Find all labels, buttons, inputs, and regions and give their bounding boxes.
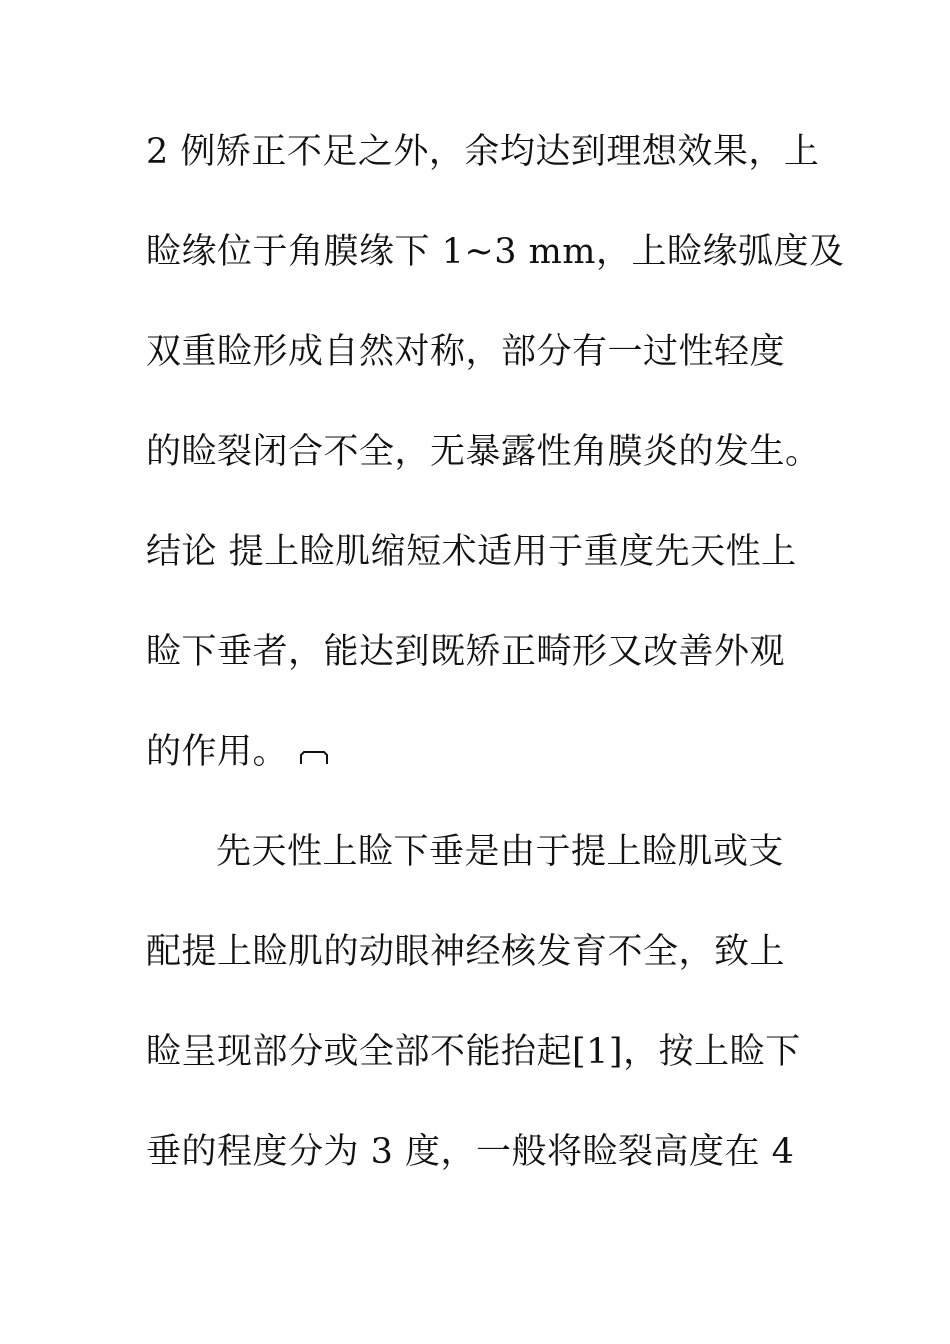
text-line: 垂的程度分为 3 度，一般将睑裂高度在 4 — [146, 1132, 795, 1172]
section-break-icon — [300, 751, 328, 765]
text-line: 2 例矫正不足之外，余均达到理想效果，上 — [146, 132, 820, 172]
text-line: 睑缘位于角膜缘下 1~3 mm，上睑缘弧度及 — [146, 232, 845, 272]
text-line: 睑呈现部分或全部不能抬起[1]，按上睑下 — [146, 1032, 801, 1072]
text-line: 睑下垂者，能达到既矫正畸形又改善外观 — [146, 632, 786, 672]
text-line: 配提上睑肌的动眼神经核发育不全，致上 — [146, 932, 786, 972]
text-line: 的睑裂闭合不全，无暴露性角膜炎的发生。 — [146, 432, 821, 472]
text-line: 双重睑形成自然对称，部分有一过性轻度 — [146, 332, 786, 372]
text-line-last — [146, 730, 328, 774]
text-line-indented: 先天性上睑下垂是由于提上睑肌或支 — [216, 832, 785, 872]
text-line: 结论 提上睑肌缩短术适用于重度先天性上 — [146, 532, 797, 572]
text-line-content: 的作用。 — [146, 732, 289, 772]
